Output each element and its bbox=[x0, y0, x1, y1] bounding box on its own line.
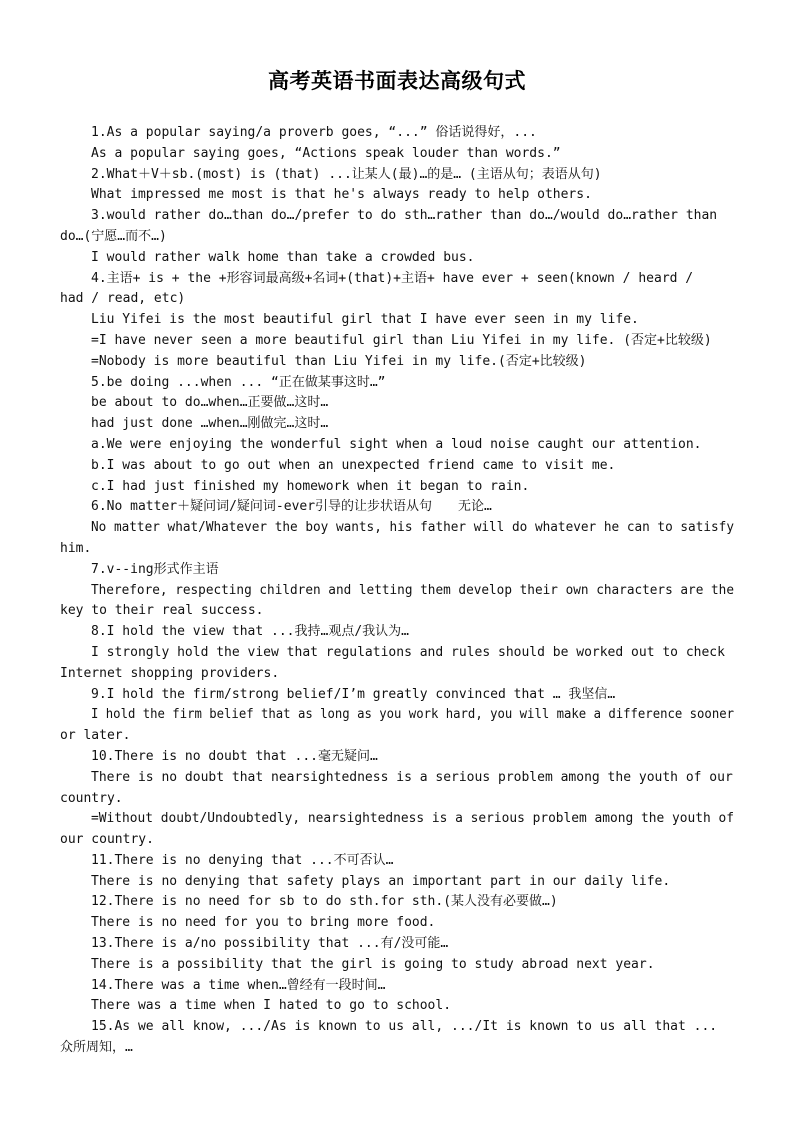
text-line: country. bbox=[60, 790, 123, 806]
text-line: There was a time when I hated to go to school. bbox=[91, 998, 452, 1014]
text-line: be about to do…when…正要做…这时… bbox=[91, 395, 329, 411]
text-line: 8.I hold the view that ...我持…观点/我认为… bbox=[91, 624, 409, 640]
text-line: =Without doubt/Undoubtedly, nearsightedness is a serious problem among the youth of bbox=[91, 811, 734, 827]
text-line: 9.I hold the firm/strong belief/I’m greatly convinced that … 我坚信… bbox=[91, 686, 616, 702]
text-line: =Nobody is more beautiful than Liu Yifei in my life.(否定+比较级) bbox=[91, 353, 587, 369]
text-line: 4.主语+ is + the +形容词最高级+名词+(that)+主语+ have ever + seen(known / heard / bbox=[91, 270, 694, 286]
text-line: What impressed me most is that he's always ready to help others. bbox=[91, 187, 592, 203]
text-line: 2.What＋V＋sb.(most) is (that) ...让某人(最)…的是… (主语从句；表语从句) bbox=[91, 166, 602, 182]
text-line: him. bbox=[60, 540, 92, 556]
text-line: b.I was about to go out when an unexpected friend came to visit me. bbox=[91, 457, 616, 473]
text-line: a.We were enjoying the wonderful sight when a loud noise caught our attention. bbox=[91, 436, 702, 452]
text-line: =I have never seen a more beautiful girl than Liu Yifei in my life. (否定+比较级) bbox=[91, 332, 712, 348]
text-line: 15.As we all know, .../As is known to us all, .../It is known to us all that ... bbox=[91, 1019, 718, 1035]
text-line: do…(宁愿…而不…) bbox=[60, 228, 167, 244]
text-line: I hold the firm belief that as long as you work hard, you will make a difference sooner bbox=[91, 707, 734, 723]
text-line: 5.be doing ...when ... “正在做某事这时…” bbox=[91, 374, 386, 390]
text-line: 11.There is no denying that ...不可否认… bbox=[91, 852, 394, 868]
text-line: No matter what/Whatever the boy wants, his father will do whatever he can to satisfy bbox=[91, 520, 734, 536]
text-line: 7.v--ing形式作主语 bbox=[91, 561, 219, 577]
text-line: 14.There was a time when…曾经有一段时间… bbox=[91, 977, 386, 993]
text-line: or later. bbox=[60, 728, 131, 744]
text-line: I strongly hold the view that regulations and rules should be worked out to check bbox=[91, 644, 725, 660]
text-line: key to their real success. bbox=[60, 603, 264, 619]
text-line: There is no denying that safety plays an important part in our daily life. bbox=[91, 873, 671, 889]
text-line: had just done …when…刚做完…这时… bbox=[91, 416, 329, 432]
text-line: Liu Yifei is the most beautiful girl that I have ever seen in my life. bbox=[91, 312, 639, 328]
text-line: 10.There is no doubt that ...毫无疑问… bbox=[91, 748, 378, 764]
text-line: There is no doubt that nearsightedness is a serious problem among the youth of our bbox=[91, 769, 733, 785]
text-line: There is no need for you to bring more food. bbox=[91, 915, 436, 931]
text-line: There is a possibility that the girl is going to study abroad next year. bbox=[91, 956, 655, 972]
text-line: As a popular saying goes, “Actions speak louder than words.” bbox=[91, 145, 561, 161]
text-line: our country. bbox=[60, 832, 154, 848]
text-line: c.I had just finished my homework when it began to rain. bbox=[91, 478, 530, 494]
text-line: 12.There is no need for sb to do sth.for sth.(某人没有必要做…) bbox=[91, 894, 558, 910]
text-line: had / read, etc) bbox=[60, 291, 186, 307]
text-line: 众所周知，… bbox=[60, 1040, 133, 1056]
document-body bbox=[60, 123, 734, 1059]
text-line: Therefore, respecting children and letting them develop their own characters are the bbox=[91, 582, 734, 598]
text-line: I would rather walk home than take a crowded bus. bbox=[91, 249, 475, 265]
text-line: 13.There is a/no possibility that ...有/没可能… bbox=[91, 936, 449, 952]
text-line: 6.No matter＋疑问词/疑问词-ever引导的让步状语从句 无论… bbox=[91, 499, 492, 515]
text-line: 3.would rather do…than do…/prefer to do sth…rather than do…/would do…rather than bbox=[91, 208, 718, 224]
text-line: Internet shopping providers. bbox=[60, 665, 280, 681]
document-title: 高考英语书面表达高级句式 bbox=[268, 69, 526, 93]
text-line: 1.As a popular saying/a proverb goes, “...” 俗话说得好，... bbox=[91, 125, 537, 140]
